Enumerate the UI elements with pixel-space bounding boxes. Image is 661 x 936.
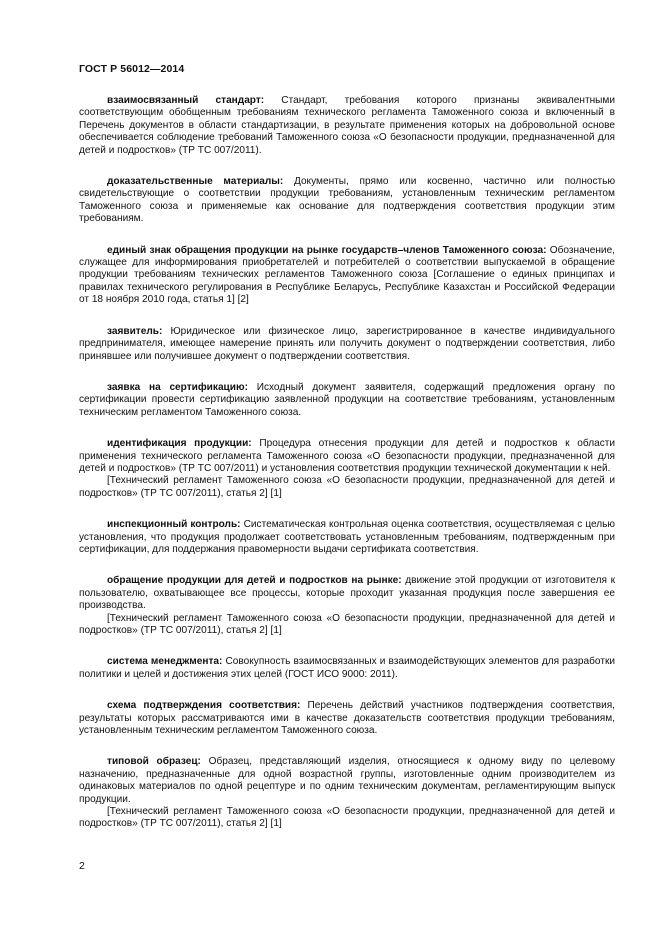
term-entry-inspection-control [79,519,615,556]
term-title: взаимосвязанный стандарт: [107,95,265,106]
term-title: типовой образец: [107,756,201,768]
term-entry-applicant [79,326,615,363]
term-entry-product-identification [79,438,615,500]
term-definition: Перечень действий участников подтверждения соответствия, результаты которых рассматриваются ими в качестве доказательств соответствия продукции требованиям, установленным техническим регламентом Таможенного союза. [79,700,615,737]
term-entry-management-system [79,656,615,681]
term-title: доказательственные материалы: [107,176,284,188]
page-number: 2 [79,860,85,872]
term-title: идентификация продукции: [107,438,252,450]
definition-paragraph [79,176,615,226]
term-title: единый знак обращения продукции на рынке государств–членов Таможенного союза: [107,244,547,256]
source-reference: [Технический регламент Таможенного союза «О безопасности продукции, предназначенной для детей и подростков» (ТР ТС 007/2011), статья 2] [1] [79,806,615,830]
term-definition: Документы, прямо или косвенно, частично или полностью свидетельствующие о соответствии продукции требованиям, установленным техническим регламентом Таможенного союза и применяемые как основание для подтверждения соответствия продукции этим требованиям. [79,176,616,225]
term-entry-evidence-materials [79,176,615,226]
term-entry-market-circulation [79,575,615,637]
term-title: система менеджмента: [107,656,223,668]
terms-list [79,95,615,850]
term-entry-interrelated-standard [79,95,615,157]
term-definition: Стандарт, требования которого признаны эквивалентными соответствующим обобщенным требованиям технического регламента Таможенного союза и включенный в Перечень документов в области стандартизации, в результате применения которых на добровольной основе обеспечивается соблюдение требований Таможенного союза «О безопасности продукции, предназначенной для детей и подростков» (ТР ТС 007/2011). [79,95,615,156]
term-entry-typical-sample [79,756,615,830]
term-definition: Юридическое или физическое лицо, зарегистрированное в качестве индивидуального предпринимателя, имеющее намерение принять или получить документ о подтверждении соответствия, либо принявшее или получившее документ о подтверждении соответствия. [79,325,615,362]
definition-paragraph [79,700,615,737]
standard-header: ГОСТ Р 56012—2014 [79,63,185,75]
definition-paragraph [79,326,615,363]
term-definition: Образец, представляющий изделия, относящиеся к одному виду по целевому назначению, предназначенные для одной возрастной группы, изготовленные одним производителем из одинаковых материалов по одной рецептуре и по одним техническим документам, регламентирующим выпуск продукции. [79,756,615,805]
source-reference: [Технический регламент Таможенного союза «О безопасности продукции, предназначенной для детей и подростков» (ТР ТС 007/2011), статья 2] [1] [79,475,615,499]
term-title: схема подтверждения соответствия: [107,700,301,712]
term-entry-single-circulation-mark [79,245,615,307]
term-definition: Процедура отнесения продукции для детей и подростков к области применения технического регламента Таможенного союза «О безопасности продукции, предназначенной для детей и подростков» (ТР ТС 007/2011) и установления соответствия продукции технической документации к ней. [79,438,616,474]
term-title: обращение продукции для детей и подростков на рынке: [107,575,402,587]
term-definition: Совокупность взаимосвязанных и взаимодействующих элементов для разработки политики и целей и достижения этих целей (ГОСТ ИСО 9000: 2011). [79,656,615,680]
definition-paragraph [79,438,615,475]
term-definition: Исходный документ заявителя, содержащий предложения органу по сертификации провести сертификацию заявленной продукции на соответствие требованиям, установленным техническим регламентом Таможенного союза. [79,381,615,418]
definition-paragraph [79,656,615,681]
term-title: заявитель: [107,325,163,337]
definition-paragraph [79,95,615,157]
term-entry-certification-application [79,382,615,419]
term-definition: Систематическая контрольная оценка соответствия, осуществляемая с целью установления, что продукция продолжает соответствовать установленным требованиям, подтвержденным при сертификации, для поддержания правомерности выдачи сертификата соответствия. [79,519,615,555]
term-entry-conformity-scheme [79,700,615,737]
term-title: инспекционный контроль: [107,519,241,531]
definition-paragraph [79,382,615,419]
source-reference: [Технический регламент Таможенного союза «О безопасности продукции, предназначенной для детей и подростков» (ТР ТС 007/2011), статья 2] [1] [79,612,615,636]
term-definition: движение этой продукции от изготовителя к пользователю, охватывающее все процессы, которые проходит указанная продукция после завершения ее производства. [79,575,615,612]
definition-paragraph [79,245,615,307]
definition-paragraph [79,519,615,556]
term-definition: Обозначение, служащее для информирования приобретателей и потребителей о соответствии выпускаемой в обращение продукции требованиям технических регламентов Таможенного союза [Соглашение о единых принципах и правилах технического регулирования в Республике Беларусь, Республике Казахстан и Российской Федерации от 18 ноября 2010 года, статья 1] [2] [79,244,615,306]
definition-paragraph [79,756,615,806]
term-title: заявка на сертификацию: [107,381,248,393]
definition-paragraph [79,575,615,612]
